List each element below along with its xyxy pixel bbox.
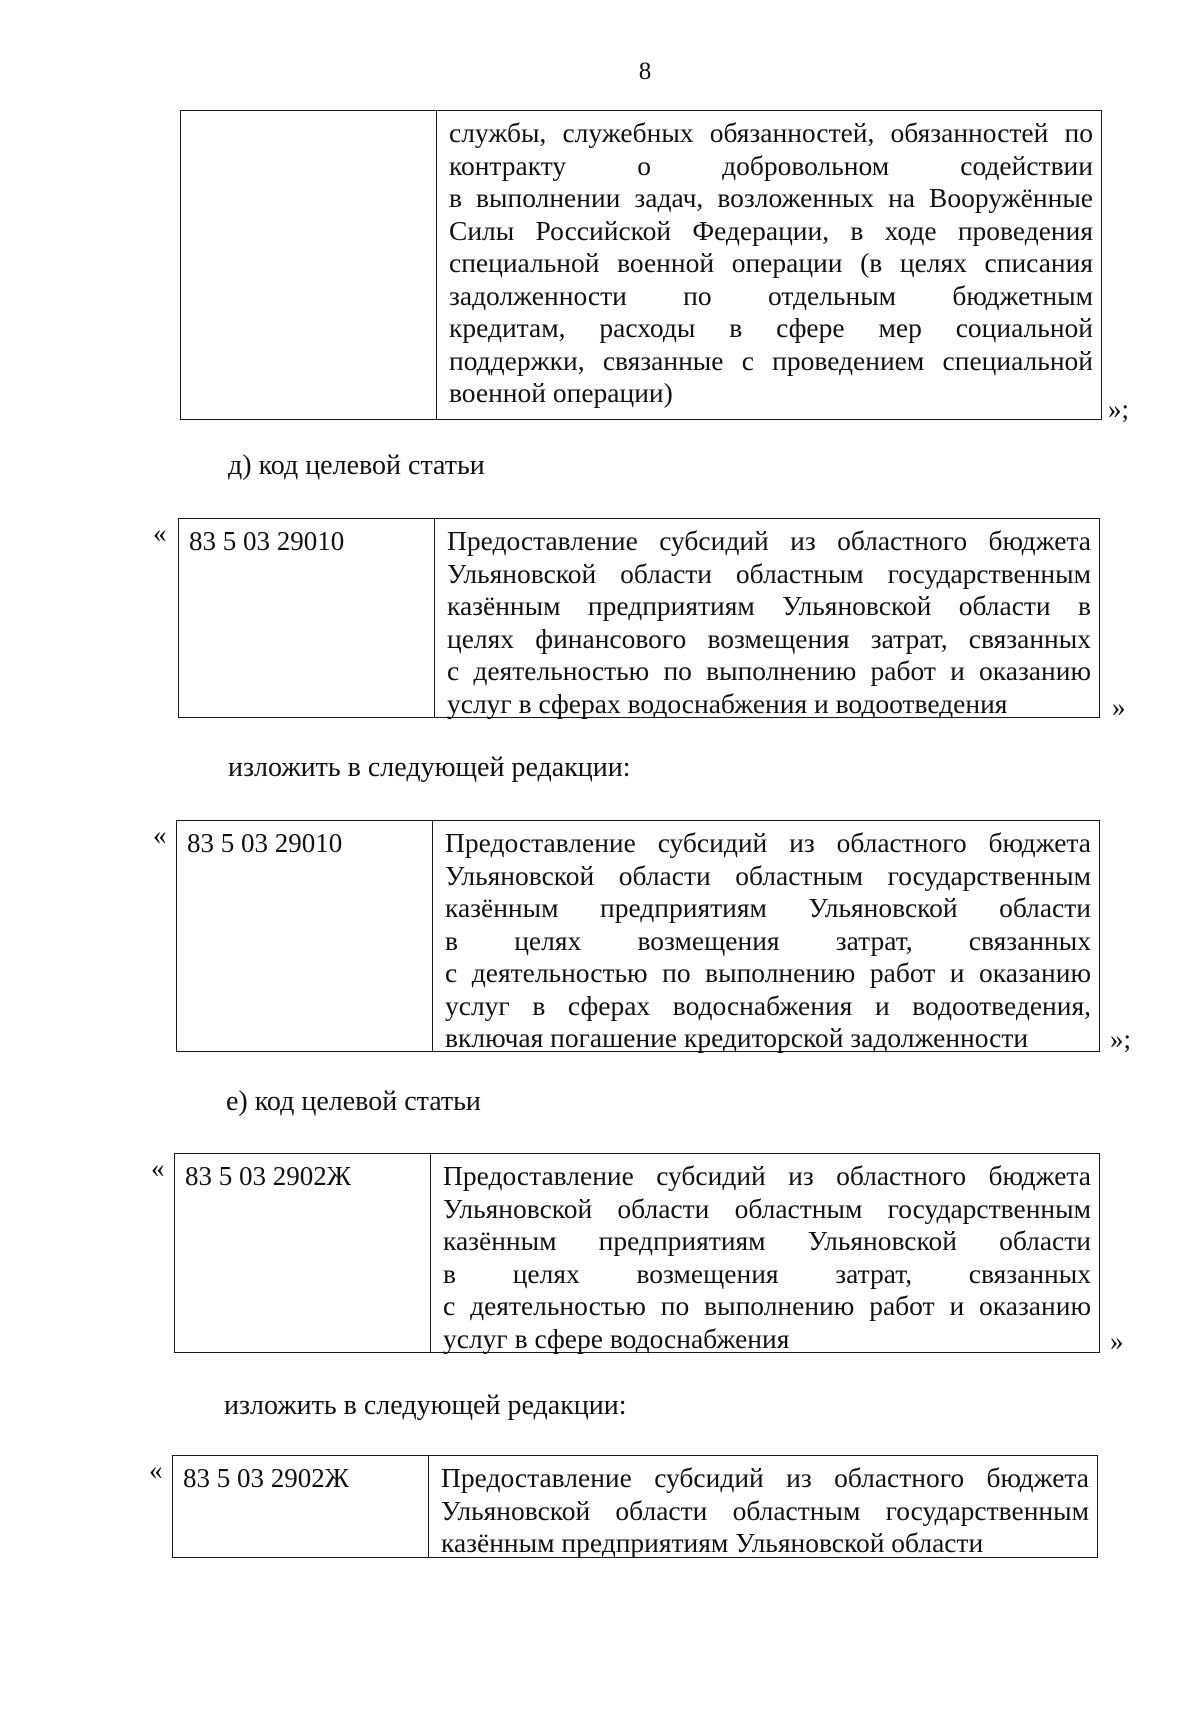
close-quote: » — [1110, 1326, 1124, 1356]
description-line: с деятельностью по выполнению работ и оказанию — [443, 1290, 1091, 1321]
code-cell: 83 5 03 29010 — [179, 519, 435, 717]
description-line: Ульяновской области областным государственным — [443, 1192, 1091, 1224]
description-line: специальной военной операции (в целях списания — [449, 247, 1093, 278]
code-cell — [181, 111, 437, 419]
description-line: Предоставление субсидий из областного бюджета — [445, 827, 1091, 858]
description-line: военной операции) — [449, 377, 673, 408]
description-line: Ульяновской области областным государственным — [441, 1494, 1089, 1526]
table-continuation — [180, 110, 1102, 420]
description-line: Предоставление субсидий из областного бюджета — [441, 1462, 1089, 1493]
open-quote: « — [149, 1455, 163, 1485]
code-cell: 83 5 03 2902Ж — [175, 1154, 431, 1352]
close-quote: » — [1112, 692, 1126, 722]
description-line: включая погашение кредиторской задолженности — [445, 1022, 1029, 1053]
description-cell — [433, 821, 1099, 1051]
description-line: услуг в сферах водоснабжения и водоотведения, — [445, 989, 1091, 1021]
page-number: 8 — [638, 58, 652, 85]
code-cell: 83 5 03 29010 — [177, 821, 433, 1051]
description-line: в целях возмещения затрат, связанных — [445, 924, 1091, 956]
description-cell — [435, 519, 1099, 717]
table-code-29010-new — [176, 820, 1100, 1052]
description-line: Ульяновской области областным государственным — [447, 557, 1091, 589]
description-line: Ульяновской области областным государственным — [445, 859, 1091, 891]
description-line: в выполнении задач, возложенных на Вооружённые — [449, 182, 1093, 213]
description-line: казённым предприятиям Ульяновской области — [443, 1225, 1091, 1256]
description-line: с деятельностью по выполнению работ и оказанию — [447, 655, 1091, 686]
table-code-2902zh-new — [172, 1455, 1098, 1558]
description-line: казённым предприятиям Ульяновской области — [445, 892, 1091, 923]
open-quote: « — [153, 518, 167, 548]
description-line: целях финансового возмещения затрат, связанных — [447, 622, 1091, 654]
description-line: с деятельностью по выполнению работ и оказанию — [445, 957, 1091, 988]
description-cell — [429, 1456, 1097, 1557]
description-cell — [431, 1154, 1099, 1352]
description-line: казённым предприятиям Ульяновской области — [441, 1527, 984, 1558]
table-code-29010-old — [178, 518, 1100, 718]
code-cell: 83 5 03 2902Ж — [173, 1456, 429, 1557]
section-intro-e: е) код целевой статьи — [226, 1086, 481, 1117]
section-intro-d: д) код целевой статьи — [228, 450, 485, 481]
description-line: контракту о добровольном содействии — [449, 149, 1093, 181]
description-line: поддержки, связанные с проведением специальной — [449, 344, 1093, 376]
close-quote: »; — [1108, 394, 1130, 424]
close-quote: »; — [1110, 1024, 1132, 1054]
description-line: в целях возмещения затрат, связанных — [443, 1257, 1091, 1289]
section-intro-edit-1: изложить в следующей редакции: — [228, 752, 631, 783]
description-line: казённым предприятиям Ульяновской области в — [447, 590, 1091, 621]
description-line: услуг в сферах водоснабжения и водоотведения — [447, 687, 1008, 719]
table-code-2902zh-old — [174, 1153, 1100, 1353]
section-intro-edit-2: изложить в следующей редакции: — [224, 1390, 627, 1421]
open-quote: « — [151, 1153, 165, 1183]
description-line: Предоставление субсидий из областного бюджета — [443, 1160, 1091, 1191]
description-line: услуг в сфере водоснабжения — [443, 1322, 790, 1354]
open-quote: « — [153, 820, 167, 850]
description-line: задолженности по отдельным бюджетным — [449, 279, 1093, 311]
description-line: кредитам, расходы в сфере мер социальной — [449, 312, 1093, 343]
description-line: Силы Российской Федерации, в ходе проведения — [449, 214, 1093, 246]
description-line: Предоставление субсидий из областного бюджета — [447, 525, 1091, 556]
description-cell — [437, 111, 1101, 419]
description-line: службы, служебных обязанностей, обязанностей по — [449, 117, 1093, 148]
